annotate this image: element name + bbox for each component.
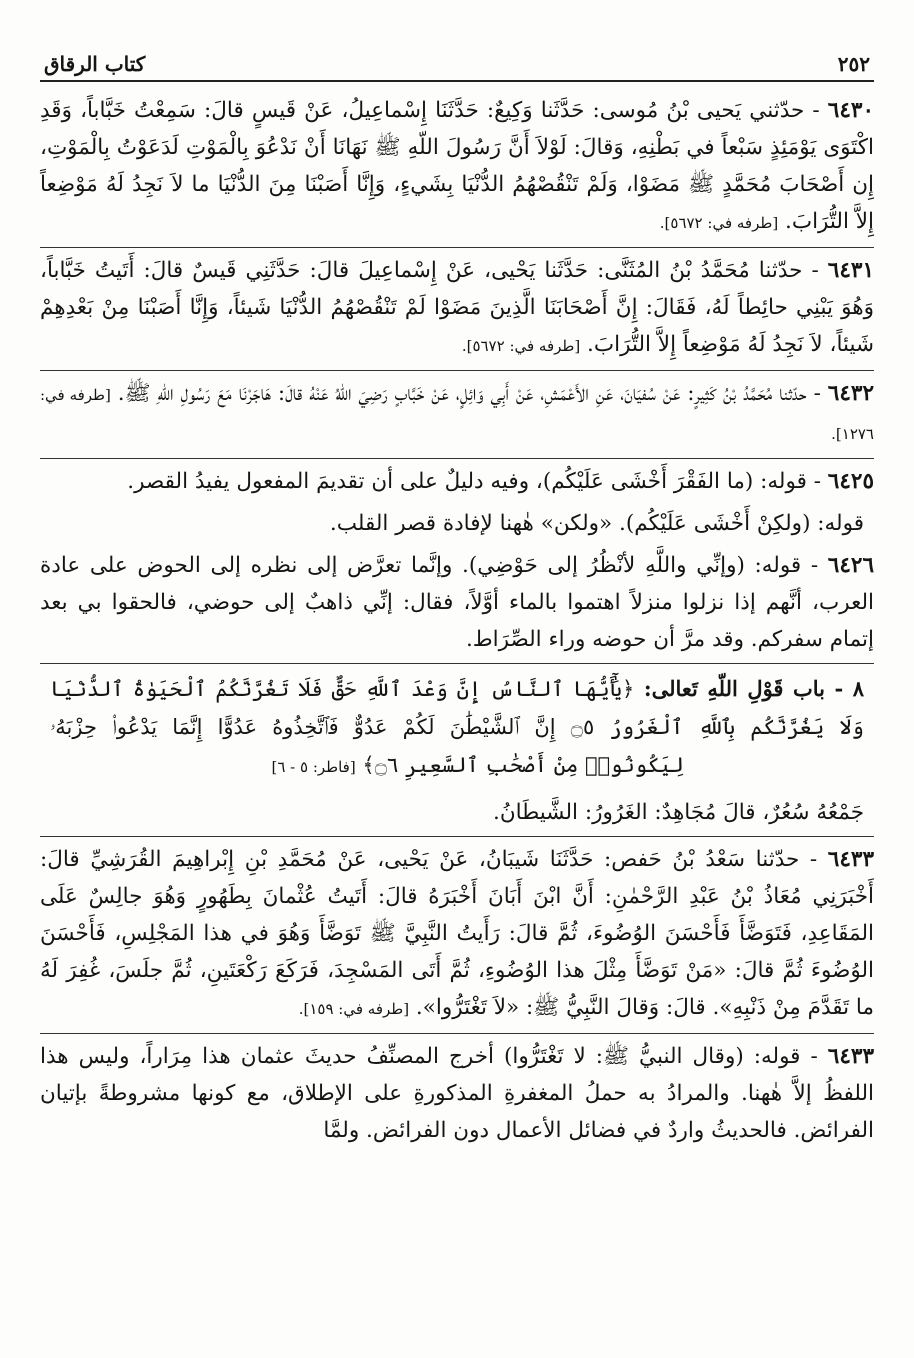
quran-verse-part-3: لِيَكُونُوا۟ مِنْ أَصْحَٰبِ ٱلسَّعِيرِ ۝٦﴾ [355, 753, 684, 777]
page-content [40, 82, 874, 1149]
chapter-note: جَمْعُهُ سُعُرٌ، قالَ مُجَاهِدٌ: الغَرُورُ: الشَّيطَانُ. [492, 800, 864, 825]
chapter-line-3 [50, 746, 864, 786]
page-number: ٢٥٢ [837, 52, 870, 76]
hadith-reference: [طرفه في: ٥٦٧٢]. [659, 214, 779, 232]
hadith-entry [40, 252, 874, 365]
quran-verse-part-1: ﴿يَٰٓأَيُّهَا ٱلنَّاسُ إِنَّ وَعْدَ ٱللَّهِ حَقٌّ فَلَا تَغُرَّنَّكُمُ ٱلْحَيَوٰةُ ٱلدُّنْيَا [50, 677, 635, 701]
commentary-text: - قوله: (وإنِّي واللَّهِ لأنْظُرُ إلى حَوْضِي). وإنَّما تعرَّض إلى نظره إلى الحوض على عادة العرب، أنَّهم إذا نزلوا منزلاً اهتموا بالماء أوَّلاً، فقال: إنِّي ذاهبٌ إلى حوضي، فالحقوا بي بعد إتمام سفركم. وقد مرَّ أن حوضه وراء الصِّرَاط. [40, 553, 874, 652]
hadith-reference: [طرفه في: ١٢٧٦]. [40, 386, 874, 443]
quran-verse-part-2: وَلَا يَغُرَّنَّكُم بِٱللَّهِ ٱلْغَرُورُ ۝٥ إِنَّ ٱلشَّيْطَٰنَ لَكُمْ عَدُوٌّ فَٱتَّخِذُوهُ عَدُوًّا إِنَّمَا يَدْعُوا۟ حِزْبَهُۥ [50, 715, 864, 739]
entry-divider [40, 458, 874, 459]
book-title: كتاب الرقاق [44, 52, 146, 76]
page-header [40, 52, 874, 82]
commentary-paragraph [40, 1038, 874, 1149]
hadith-entry [40, 92, 874, 242]
entry-divider [40, 370, 874, 371]
entry-divider [40, 247, 874, 248]
entry-divider [40, 1033, 874, 1034]
chapter-line-1 [50, 670, 864, 708]
hadith-text: - حدّثنا سَعْدُ بْنُ حَفص: حَدَّثَنَا شَيبَانُ، عَنْ يَحْيى، عَنْ مُحَمَّدِ بْنِ إِبْراهِيمَ القُرَشِيِّ قالَ: أَخْبَرَنِي مُعَاذُ بْنُ عَبْدِ الرَّحْمٰنِ: أَنَّ ابْنَ أَبَانَ أَخْبَرَهُ قالَ: أَتَيتُ عُثْمانَ بِطَهُورٍ وَهُوَ جالِسٌ عَلَى المَقَاعِدِ، فَتَوَضَّأَ فَأَحْسَنَ الوُضُوءَ، ثُمَّ قالَ: رَأَيتُ النَّبِيَّ ﷺ تَوَضَّأَ وَهُوَ في هذا المَجْلِسِ، فَأَحْسَنَ الوُضُوءَ ثُمَّ قالَ: «مَنْ تَوَضَّأَ مِثْلَ هذا الوُضُوءِ، ثُمَّ أَتَى المَسْجِدَ، فَرَكَعَ رَكْعَتَينِ، ثُمَّ جلَسَ، غُفِرَ لَهُ ما تَقَدَّمَ مِنْ ذَنْبِهِ». قالَ: وَقالَ النَّبِيُّ ﷺ: «لاَ تَغْتَرُّوا». [40, 847, 874, 1020]
commentary-text: قوله: (ولكِنْ أَخْشَى عَلَيْكُم). «ولكن» هٰهنا لإفادة قصر القلب. [329, 511, 864, 536]
verse-reference: [فاطر: ٥ - ٦] [271, 758, 356, 776]
chapter-heading [40, 670, 874, 786]
hadith-text: - حدّثنا مُحَمَّدُ بْنُ كَثِيرٍ: عَنْ سُفيَانَ، عَنِ الأَعْمَشِ، عَنْ أَبِي وَائِلٍ، عَنْ خَبَّابٍ رَضِيَ اللّهُ عَنْهُ قالَ: هَاجَرْنَا مَعَ رَسُولِ اللّهِ ﷺ. [110, 381, 828, 406]
hadith-number: ٦٤٣٣ [827, 847, 874, 872]
hadith-reference: [طرفه في: ١٥٩]. [298, 1000, 410, 1018]
entry-divider [40, 663, 874, 664]
commentary-paragraph [40, 547, 874, 658]
commentary-number: ٦٤٢٥ [827, 469, 874, 494]
commentary-text: - قوله: (ما الفَقْرَ أَخْشَى عَلَيْكُم)، وفيه دليلٌ على أن تقديمَ المفعول يفيدُ القصر. [127, 469, 828, 494]
hadith-entry [40, 841, 874, 1028]
commentary-number: ٦٤٢٦ [827, 553, 874, 578]
commentary-text: - قوله: (وقال النبيُّ ﷺ: لا تَغْتَرُّوا) أخرج المصنِّفُ حديثَ عثمان هذا مِرَاراً، وليس هذا اللفظُ إلاَّ هٰهنا. والمرادُ به حملُ المغفرةِ المذكورةِ على الإطلاق، مع كونها مشروطةً بإتيان الفرائض. فالحديثُ واردٌ في فضائل الأعمال دون الفرائض. ولمَّا [40, 1044, 874, 1143]
entry-divider [40, 836, 874, 837]
commentary-paragraph [40, 463, 874, 500]
hadith-text: - حدّثني يَحيى بْنُ مُوسى: حَدَّثَنا وَكِيعٌ: حَدَّثَنَا إِسْماعِيلُ، عَنْ قَيسٍ قالَ: سَمِعْتُ خَبَّاباً، وَقَدِ اكْتَوَى يَوْمَئِذٍ سَبْعاً في بَطْنِهِ، وَقالَ: لَوْلاَ أَنَّ رَسُولَ اللّهِ ﷺ نَهَانَا أَنْ نَدْعُوَ بِالْمَوْتِ لَدَعَوْتُ بِالْمَوْتِ، إِن أَصْحَابَ مُحَمَّدٍ ﷺ مَضَوْا، وَلَمْ تَنْقُصْهُمُ الدُّنْيَا بِشَيءٍ، وَإِنَّا أَصَبْنَا مِنَ الدُّنْيَا ما لاَ نَجِدُ لَهُ مَوْضِعاً إِلاَّ التُّرَابَ. [40, 98, 874, 234]
hadith-entry [40, 375, 874, 453]
commentary-number: ٦٤٣٣ [827, 1044, 874, 1069]
hadith-number: ٦٤٣٠ [827, 98, 874, 123]
hadith-number: ٦٤٣١ [827, 258, 874, 283]
hadith-reference: [طرفه في: ٥٦٧٢]. [461, 337, 581, 355]
hadith-number: ٦٤٣٢ [827, 381, 874, 406]
chapter-title: ٨ - باب قَوْلِ اللّهِ تَعالى: [634, 676, 864, 701]
commentary-paragraph [40, 505, 874, 542]
hadith-text: - حدّثنا مُحَمَّدُ بْنُ المُثَنَّى: حَدَّثَنا يَحْيى، عَنْ إِسْماعِيلَ قالَ: حَدَّثَنِي قَيسٌ قالَ: أَتَيتُ خَبَّاباً، وَهُوَ يَبْنِي حائِطاً لَهُ، فَقَالَ: إِنَّ أَصْحَابَنَا الَّذِينَ مَضَوْا لَمْ تَنْقُصْهُمُ الدُّنْيَا شَيئاً، وَإِنَّا أَصَبْنَا مِنْ بَعْدِهِمْ شَيئاً، لاَ نَجِدُ لَهُ مَوْضِعاً إِلاَّ التُّرَابَ. [40, 258, 874, 357]
